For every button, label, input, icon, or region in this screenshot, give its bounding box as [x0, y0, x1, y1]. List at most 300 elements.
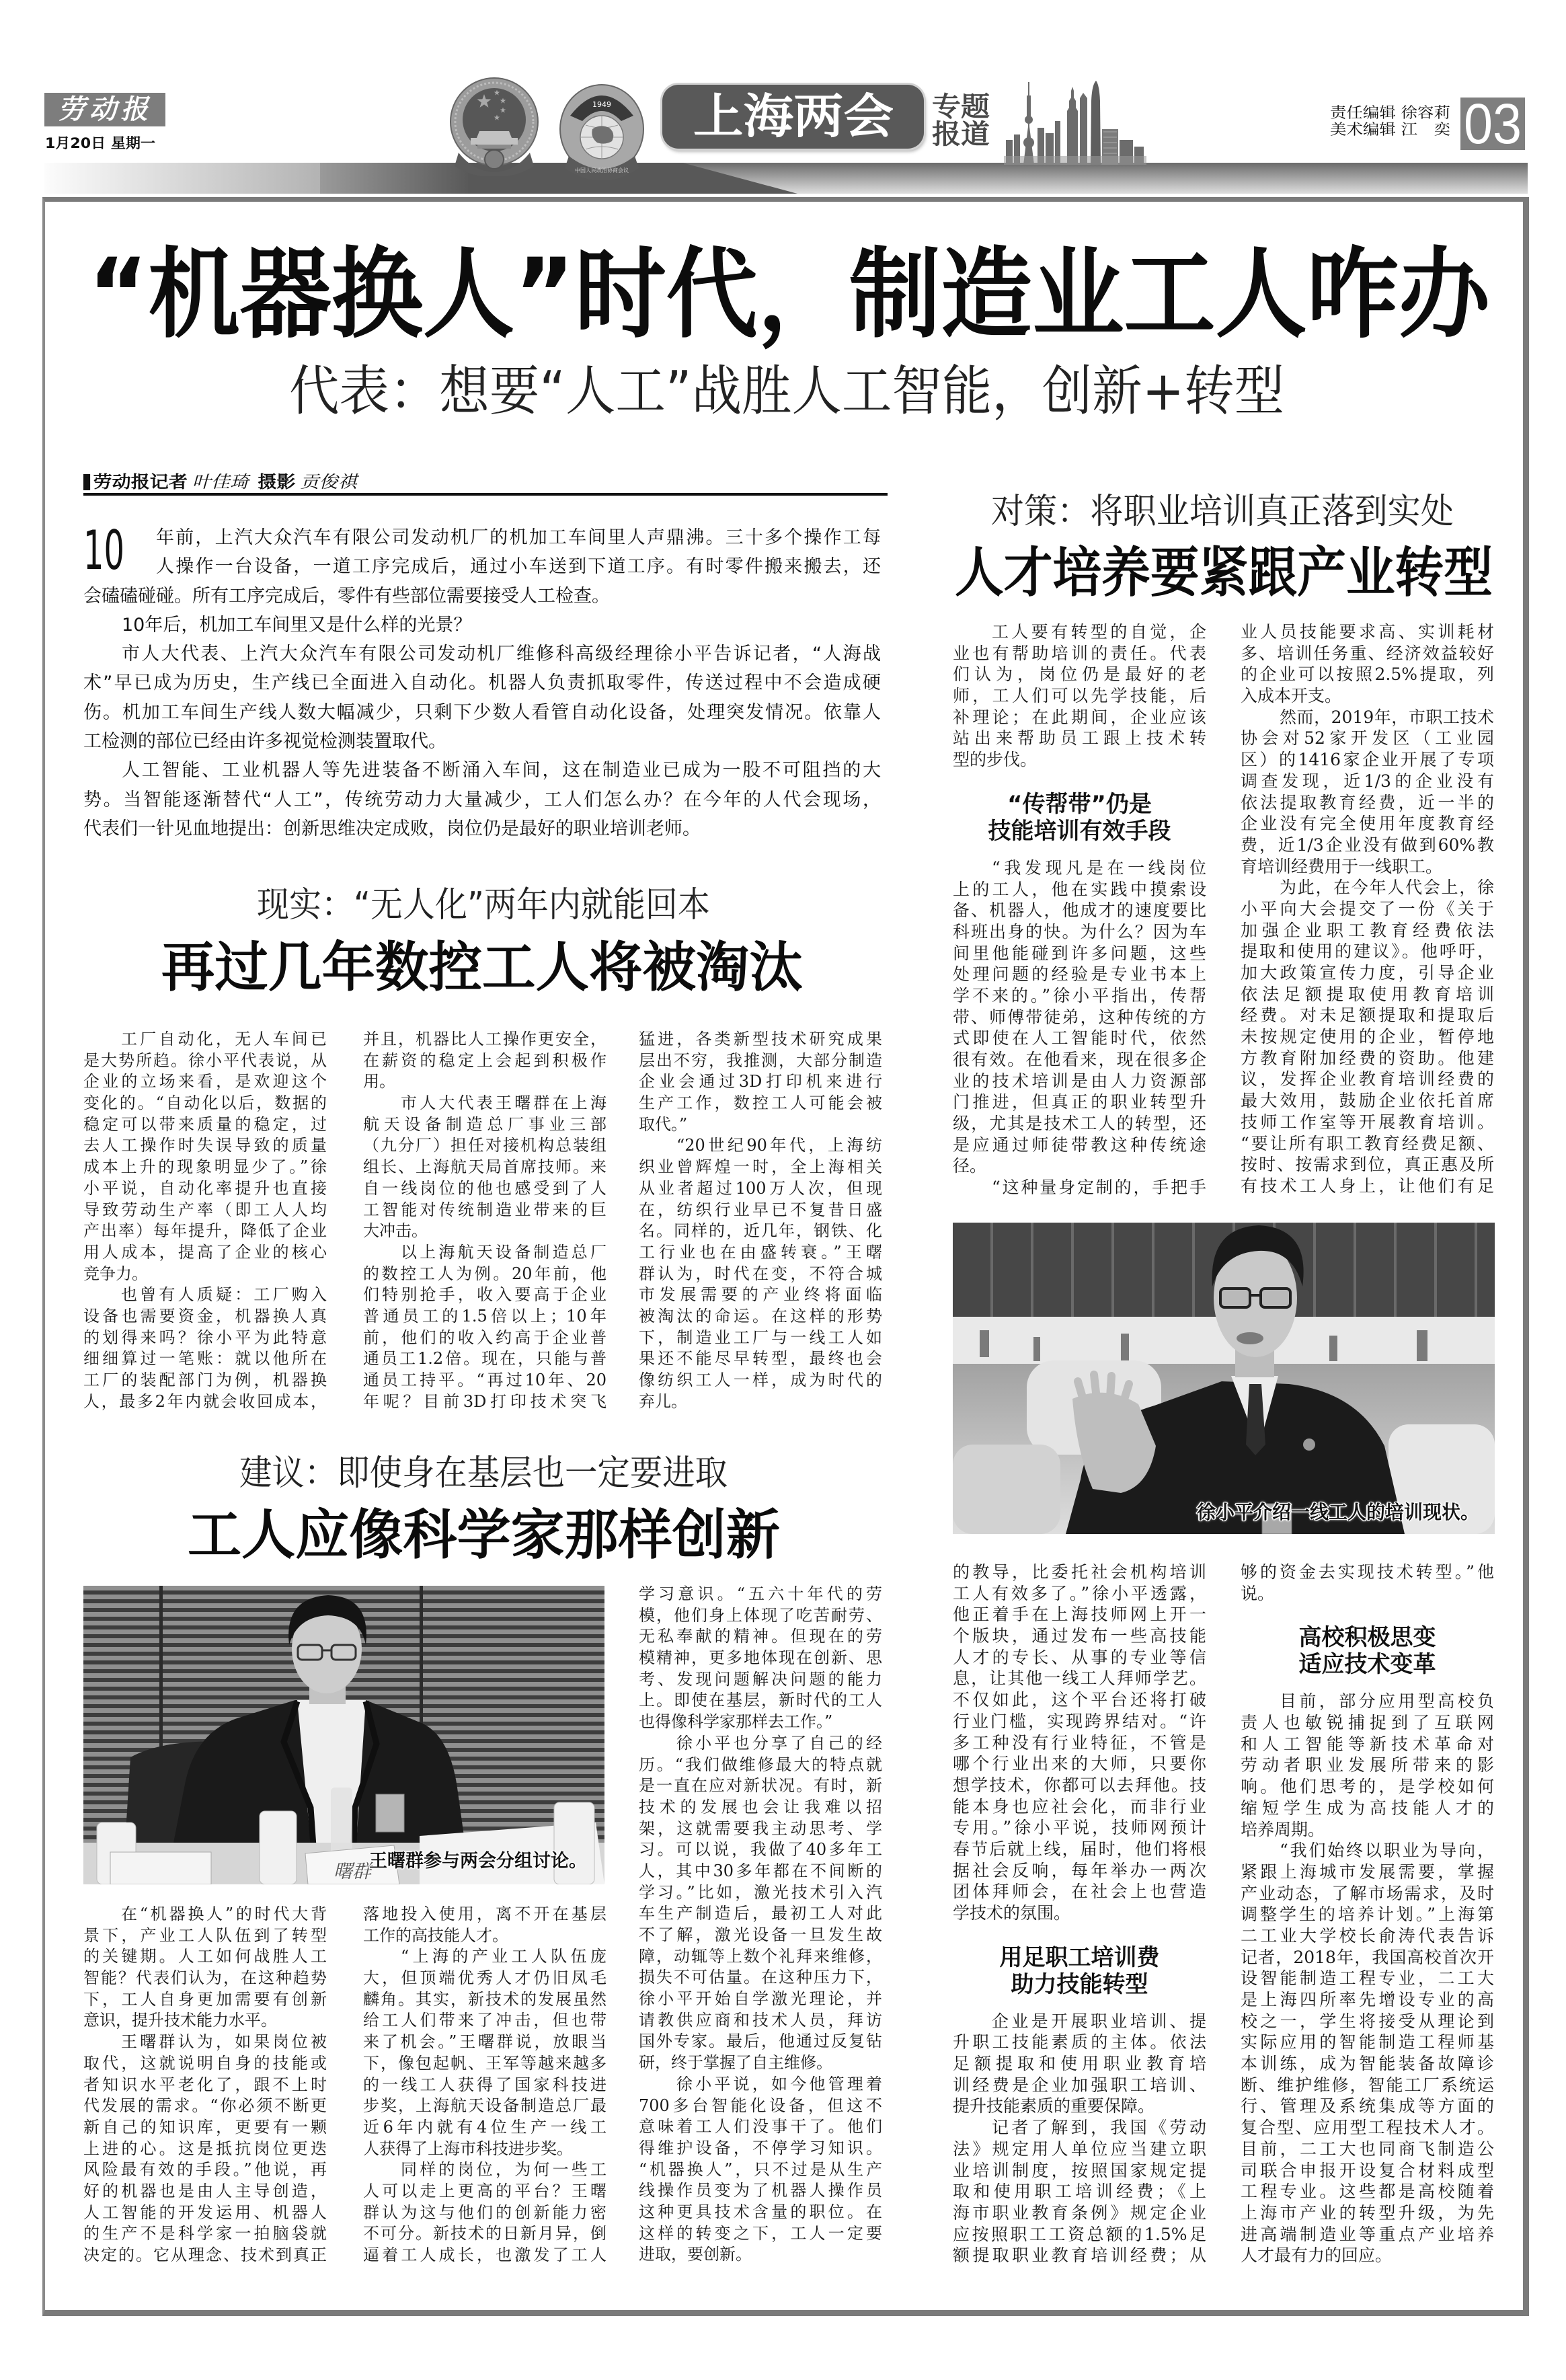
text-line: 提升技能素质的重要保障。 [953, 2096, 1155, 2116]
byline-marker [83, 474, 90, 490]
text-line: 级，尤其是技术工人的转型，还 [953, 1114, 1206, 1134]
text-line: 企业的立场来看，是欢迎这个 [83, 1072, 327, 1091]
text-line: 费，近1/3企业没有做到60%教 [1241, 835, 1494, 855]
text-line: 前，他们的收入约高于企业普 [363, 1328, 606, 1347]
text-line: 调整学生的培养计划。”上海第 [1241, 1905, 1494, 1925]
paragraph [363, 1029, 606, 1093]
text-line: 导致劳动生产率（即工人人均 [83, 1200, 327, 1219]
text-line: 设备也需要资金，机器换人真 [83, 1306, 327, 1326]
text-line: 进取，要创新。 [639, 2245, 752, 2264]
text-line: 带、师傅带徒弟，这种传统的方 [953, 1007, 1206, 1027]
text-line: 加强企业职工教育经费依法 [1241, 920, 1494, 940]
text-line: 稳定可以带来质量的稳定，过 [83, 1114, 327, 1134]
subheading-line: 高校积极思变 [1298, 1624, 1436, 1652]
paragraph [639, 1135, 882, 1412]
photo-wang-image [83, 1586, 604, 1884]
banner-title [693, 85, 894, 149]
text-line: 伤。机加工车间生产线人数大幅减少，只剩下少数人看管自动化设备，处理突发情况。依靠人 [83, 701, 881, 723]
countermeasure-column-a-bottom [953, 1562, 1206, 2266]
text-line: 在薪资的稳定上会起到积极作 [363, 1050, 606, 1070]
text-line: 们认为，岗位仍是最好的老 [953, 664, 1206, 685]
logo-text-inner: 劳动报 [58, 93, 153, 125]
main-subheadline-text: 代表：想要“人工”战胜人工智能，创新+转型 [289, 360, 1285, 422]
paragraph [83, 1029, 327, 1284]
text-line: 历。“我们做维修最大的特点就 [639, 1755, 882, 1774]
text-line: 记者，2018年，我国高校首次开 [1241, 1947, 1494, 1967]
text-line: 按时、按需求到位，真正惠及所 [1241, 1155, 1494, 1175]
text-line: 加大政策宣传力度，引导企业 [1241, 963, 1494, 983]
text-line: 站出来帮助员工跟上技术转 [953, 728, 1206, 748]
text-line: 新自己的知识库，更要有一颗 [83, 2117, 327, 2137]
text-line: 模，他们身上体现了吃苦耐劳、 [639, 1605, 882, 1625]
text-line: 应按照职工工资总额的1.5%足 [953, 2224, 1206, 2244]
countermeasure-column-a-top [953, 621, 1206, 1198]
text-line: 来了机会。”王曙群说，放眼当 [363, 2032, 606, 2052]
text-line: 国外专家。最后，他通过反复钻 [639, 2032, 882, 2051]
text-line: 育培训经费用于一线职工。 [1241, 856, 1443, 876]
paragraph [1241, 877, 1494, 1196]
text-line: 目前，部分应用型高校负 [1280, 1691, 1494, 1712]
text-line: 未按规定使用的企业，暂停地 [1241, 1027, 1494, 1047]
text-line: 得维护设备，不停学习知识。 [639, 2138, 882, 2157]
text-line: 学技术的氛围。 [953, 1903, 1071, 1923]
text-line: 竞争力。 [83, 1264, 148, 1283]
text-line: 响。他们思考的，是学校如何 [1241, 1777, 1494, 1797]
paragraph [363, 2159, 606, 2266]
subheading-line: 助力技能转型 [1011, 1970, 1148, 1998]
paragraph [953, 2117, 1206, 2266]
section-title-text: 人才培养要紧跟产业转型 [955, 541, 1493, 604]
text-line: 人才最有力的回应。 [1241, 2245, 1393, 2266]
text-line: 无私奉献的精神。但现在的劳 [639, 1627, 882, 1646]
text-line: 学习。”比如，激光技术引入汽 [639, 1882, 882, 1902]
text-line: 企业是开展职业培训、提 [992, 2011, 1206, 2031]
paragraph [1241, 707, 1494, 878]
text-line: 想学技术，你都可以去拜他。技 [953, 1775, 1206, 1795]
photo-xu-image [953, 1223, 1495, 1534]
subheading [1241, 1624, 1494, 1678]
special-report-line [932, 93, 990, 121]
photo-caption: 王曙群参与两会分组讨论。 [369, 1851, 587, 1872]
text-line: 航天设备制造总厂事业三部 [363, 1114, 606, 1134]
text-line: 名。同样的，近几年，钢铁、化 [639, 1221, 882, 1241]
cppcc-ribbon-text: 中国人民政治协商会议 [575, 167, 629, 174]
text-line: 工智能对传统制造业带来的巨 [363, 1200, 606, 1219]
text-line: 工人要有转型的自觉，企 [992, 622, 1206, 642]
text-line: 据社会反响，每年举办一两次 [953, 1860, 1206, 1880]
text-line: 并且，机器比人工操作更安全， [363, 1030, 606, 1048]
text-line: 像纺织工人一样，成为时代的 [639, 1371, 882, 1389]
text-line: 市人大代表王曙群在上海 [401, 1093, 606, 1113]
text-line: 依法提取教育经费，近一半的 [1241, 792, 1494, 812]
text-line: 群认为这与他们的创新能力密 [363, 2202, 606, 2222]
text-line: 自一线岗位的他也感受到了人 [363, 1178, 606, 1198]
paragraph [639, 1029, 882, 1135]
text-line: 给工人们带来了冲击，但也带 [363, 2011, 606, 2030]
text-line: 这种更具技术含量的职位。在 [639, 2202, 882, 2221]
special-report-line [932, 121, 990, 149]
lianghui-banner [662, 85, 924, 149]
text-line: 也得像科学家那样去工作。” [639, 1712, 833, 1732]
text-line: 步奖，上海航天设备制造总厂最 [363, 2096, 606, 2116]
text-line: 逼着工人成长，也激发了工人 [363, 2245, 606, 2264]
suggestion-column-3 [639, 1584, 882, 2266]
text-line: 科班出身的快。为什么？因为车 [953, 921, 1206, 942]
header-band-right [679, 163, 1528, 194]
page-number-text: 03 [1464, 92, 1522, 155]
text-line: 议，发挥企业教育培训经费的 [1241, 1069, 1494, 1089]
suggestion-column-2 [363, 1904, 606, 2266]
text-line: 大冲击。 [363, 1221, 428, 1241]
text-line: 群认为，时代在变，不符合城 [639, 1264, 882, 1283]
text-line: 大，但顶端优秀人才仍旧凤毛 [363, 1968, 606, 1988]
shanghai-skyline-icon [1004, 81, 1146, 165]
text-line: 间里他能碰到许多问题，这些 [953, 943, 1206, 963]
text-line: 调查发现，近1/3的企业没有 [1241, 771, 1494, 791]
paragraph [83, 519, 881, 611]
section-title-text: 工人应像科学家那样创新 [188, 1504, 780, 1566]
text-line: 个版块，通过发布一些高技能 [953, 1626, 1206, 1646]
text-line: 处理问题的经验是专业书本上 [953, 964, 1206, 985]
text-line: 人，最多2年内就会收回成本， [83, 1391, 327, 1411]
text-line: 同样的岗位，为何一些工 [401, 2160, 606, 2180]
text-line: 们特别抢手，收入要高于企业 [363, 1285, 606, 1305]
text-line: 业的技术培训是由人力资源部 [953, 1071, 1206, 1091]
text-line: 10年后，机加工车间里又是什么样的光景？ [122, 614, 472, 636]
text-line: 能本身也应社会化，而非行业 [953, 1796, 1206, 1816]
text-line: “要让所有职工教育经费足额、 [1241, 1133, 1494, 1153]
text-line: 上的工人，他在实践中摸索设 [953, 879, 1206, 899]
text-line: 王曙群认为，如果岗位被 [121, 2032, 327, 2052]
text-line: 这样的转变之下，工人一定要 [639, 2223, 882, 2243]
paragraph [953, 1562, 1206, 1924]
text-line: 人获得了上海市科技进步奖。 [363, 2139, 573, 2158]
text-line: 培养周期。 [1241, 1819, 1325, 1839]
text-line: 工人有效多了。”徐小平透露， [953, 1583, 1206, 1603]
text-line: 春节后就上线，届时，他们将根 [953, 1839, 1206, 1859]
text-line: 市人大代表、上汽大众汽车有限公司发动机厂维修科高级经理徐小平告诉记者，“人海战 [122, 644, 881, 665]
text-line: 市发展需要的产业终将面临 [639, 1285, 882, 1305]
section-kicker-text: 现实：“无人化”两年内就能回本 [257, 885, 710, 925]
newspaper-logo [44, 93, 165, 126]
swfc-tower [1080, 93, 1087, 165]
text-line: 备、机器人，他成才的速度要比 [953, 900, 1206, 921]
paragraph [953, 2011, 1206, 2117]
text-line: “我们始终以职业为导向， [1280, 1841, 1494, 1861]
text-line: 业人员技能要求高、实训耗材 [1241, 622, 1494, 642]
text-line: 用。 [363, 1072, 395, 1091]
special-report-text: 专题 [932, 91, 990, 122]
text-line: 复合型、应用型工程技术人才。 [1241, 2118, 1494, 2138]
text-line: 被淘汰的命运。在这样的形势 [639, 1306, 882, 1326]
text-line: 的关键期。人工如何战胜人工 [83, 1947, 327, 1966]
subheading-line: “传帮带”仍是 [1007, 790, 1152, 818]
text-line: 模精神，更多地体现在创新、思 [639, 1648, 882, 1668]
text-line: 记者了解到，我国《劳动 [992, 2118, 1206, 2138]
lapel-pin [1303, 1438, 1315, 1451]
text-line: 意味着工人们没事干了。他们 [639, 2117, 882, 2137]
text-line: 司联合申报开设复合材料成型 [1241, 2160, 1494, 2180]
text-line: 协会对52家开发区（工业园 [1241, 728, 1494, 748]
text-line: 小平向大会提交了一份《关于 [1241, 898, 1494, 919]
paragraph [363, 1093, 606, 1242]
text-line: 生产工作，数控工人可能会被 [639, 1093, 882, 1113]
section-kicker-countermeasure [991, 493, 1454, 531]
reality-column-1 [83, 1029, 327, 1412]
paragraph [639, 1733, 882, 2074]
text-line: 实际应用的智能制造工程师基 [1241, 2032, 1494, 2052]
text-line: 息，让其他一线工人拜师学艺。 [953, 1668, 1206, 1689]
text-line: 工厂自动化，无人车间已 [121, 1030, 327, 1048]
text-line: 景下，产业工人队伍到了转型 [83, 1925, 327, 1945]
text-line: 业也有帮助培训的责任。代表 [953, 643, 1206, 663]
section-title-text: 再过几年数控工人将被淘汰 [161, 936, 804, 999]
text-line: 学习意识。“五六十年代的劳 [639, 1584, 882, 1603]
text-line: 小平说，自动化率提升也直接 [83, 1178, 327, 1198]
text-line: “20世纪90年代，上海纺 [676, 1136, 882, 1155]
text-line: 产业动态，了解市场需求，及时 [1241, 1883, 1494, 1903]
text-line: 经费。对未足额提取和提取后 [1241, 1005, 1494, 1026]
text-line: 企业会通过3D打印机来进行 [639, 1072, 882, 1091]
text-line: 上。即使在基层，新时代的工人 [639, 1691, 882, 1710]
text-line: 行业门槛，实现跨界结对。“许 [953, 1711, 1206, 1731]
text-line: 猛进，各类新型技术研究成果 [639, 1030, 882, 1048]
text-line: 损失不可估量。在这种压力下， [639, 1968, 882, 1987]
text-line: “这种量身定制的，手把手 [992, 1178, 1206, 1198]
emblem-base [477, 145, 511, 149]
text-line: 下，制造业工厂与一线工人如 [639, 1328, 882, 1347]
mouth [1237, 1332, 1263, 1344]
text-line: 徐小平也分享了自己的经 [676, 1733, 882, 1753]
text-line: 说。 [1241, 1583, 1275, 1603]
paragraph [1241, 1562, 1494, 1604]
chief-editor-credit [1330, 105, 1450, 122]
paragraph [1241, 1840, 1494, 2266]
text-line: 断、维护维修，智能工厂系统运 [1241, 2075, 1494, 2095]
text-line: 劳动者职业发展所带来的影 [1241, 1755, 1494, 1775]
text-line: 果还不能尽早转型，最终也会 [639, 1349, 882, 1369]
text-line: 目前，二工大也同商飞制造公 [1241, 2139, 1494, 2159]
text-line: （九分厂）担任对接机构总装组 [363, 1136, 606, 1155]
text-line: 额提取职业教育培训经费；从 [953, 2245, 1206, 2266]
text-line: 工检测的部位已经由许多视觉检测装置取代。 [83, 731, 446, 753]
text-line: 术”早已成为历史，生产线已全面进入自动化。机器人负责抓取零件，传送过程中不会造成硬 [83, 673, 881, 694]
countermeasure-column-b-top [1241, 621, 1494, 1197]
section-kicker-text: 对策：将职业培训真正落到实处 [991, 492, 1454, 532]
text-line: 然而，2019年，市职工技术 [1280, 707, 1494, 727]
text-line: 落地投入使用，离不开在基层 [363, 1905, 606, 1923]
text-line: 企业没有完全使用年度教育经 [1241, 814, 1494, 834]
text-line: 式即使在人工智能时代，依然 [953, 1028, 1206, 1048]
text-line: 技师工作室等开展教育培训。 [1241, 1112, 1494, 1132]
issue-date [45, 135, 155, 151]
text-line: 通员工持平。“再过10年、20 [363, 1371, 606, 1389]
text-line: 人可以走上更高的平台？王曙 [363, 2181, 606, 2200]
chief-editor-text: 责任编辑 徐容莉 [1330, 105, 1450, 122]
art-editor-text: 美术编辑 江 奕 [1330, 122, 1450, 139]
text-line: 设智能制造工程专业，二工大 [1241, 1968, 1494, 1989]
text-line: 也曾有人质疑：工厂购入 [121, 1285, 327, 1305]
text-line: 工行业也在由盛转衰。”王曙 [639, 1242, 882, 1262]
text-line: 代发展的需求。“你必须不断更 [83, 2096, 327, 2116]
byline-rule [83, 493, 888, 496]
text-line: 习。可以说，我做了40多年工 [639, 1840, 882, 1859]
text-line: 去人工操作时失误导致的质量 [83, 1136, 327, 1155]
text-line: 取和使用职工培训经费；《上 [953, 2182, 1206, 2202]
countermeasure-column-b-bottom [1241, 1562, 1494, 2266]
text-line: 障，动辄等上数个礼拜来维修， [639, 1946, 882, 1966]
text-line: 决定的。它从理念、技术到真正 [83, 2245, 327, 2264]
delegate-badge [376, 1794, 404, 1832]
text-line: 取代。” [639, 1114, 688, 1134]
text-line: 织业曾辉煌一时，全上海相关 [639, 1157, 882, 1177]
skyline-buildings [1006, 81, 1144, 165]
text-line: 在“机器换人”的时代大背 [121, 1905, 327, 1923]
paragraph [1241, 621, 1494, 707]
text-line: 700多台智能化设备，但这不 [639, 2096, 882, 2115]
art-editor-credit [1330, 122, 1450, 139]
text-line: 多工种没有行业特征，不管是 [953, 1732, 1206, 1753]
text-line: 智能？代表们认为，在这种趋势 [83, 1968, 327, 1988]
text-line: 业培训制度，按照国家规定提 [953, 2160, 1206, 2180]
text-line: 紧跟上海城市发展需要，掌握 [1241, 1861, 1494, 1882]
text-line: 和人工智能等新技术革命对 [1241, 1734, 1494, 1754]
text-line: 人才的专长、从事的专业等信 [953, 1647, 1206, 1667]
text-line: 近6年内就有4位生产一线工 [363, 2117, 606, 2137]
text-line: 徐小平开始自学激光理论，并 [639, 1989, 882, 2009]
nameplate-left [110, 1852, 211, 1884]
paragraph [83, 2032, 327, 2266]
paragraph [639, 1584, 882, 1733]
text-line: 海市职业教育条例》规定企业 [953, 2202, 1206, 2223]
text-line: 技术的发展也会让我难以招 [639, 1797, 882, 1816]
subheading-line: 技能培训有效手段 [988, 817, 1171, 845]
subheading [953, 1944, 1206, 1998]
paragraph [953, 621, 1206, 771]
text-line: 以上海航天设备制造总厂 [401, 1242, 606, 1262]
text-line: 多、培训任务重、经济效益较好 [1241, 643, 1494, 663]
text-line: 方教育附加经费的资助。他建 [1241, 1048, 1494, 1068]
paragraph [83, 611, 881, 640]
sofa [953, 1445, 1060, 1534]
lead-dropcap-text: 10 [83, 519, 124, 582]
text-line: 势。当智能逐渐替代“人工”，传统劳动力大量减少，工人们怎么办？在今年的人代会现场， [83, 789, 881, 810]
text-line: 产出率）每年提升，降低了企业 [83, 1221, 327, 1241]
text-line: 年呢？目前3D打印技术突飞 [363, 1391, 606, 1411]
page-number-box [1460, 92, 1525, 155]
text-line: 区）的1416家企业开展了专项 [1241, 750, 1494, 770]
paragraph [83, 1904, 327, 2032]
text-line: 门推进，但真正的职业转型升 [953, 1092, 1206, 1112]
text-line: “上海的产业工人队伍庞 [401, 1947, 606, 1966]
text-line: 型的步伐。 [953, 750, 1038, 770]
text-line: 法》规定用人单位应当建立职 [953, 2139, 1206, 2159]
photo-xu-xiaoping [953, 1223, 1495, 1534]
text-line: “我发现凡是在一线岗位 [992, 857, 1206, 878]
reality-column-3 [639, 1029, 882, 1412]
text-line: 的企业可以按照2.5%提取，列 [1241, 664, 1494, 685]
text-line: 是大势所趋。徐小平代表说，从 [83, 1050, 327, 1070]
paragraph [953, 1177, 1206, 1198]
text-line: 的划得来吗？徐小平为此特意 [83, 1328, 327, 1347]
text-line: “机器换人”，只不过是从生产 [639, 2159, 882, 2179]
text-line: 意识，提升技术能力水平。 [83, 2011, 277, 2030]
text-line: 风险最有效的手段。”他说，再 [83, 2160, 327, 2180]
text-line: 师，工人们可以先学技能，后 [953, 686, 1206, 706]
text-line: 补理论；在此期间，企业应该 [953, 707, 1206, 727]
text-line: 研，终于掌握了自主维修。 [639, 2053, 832, 2073]
subheading-line: 用足职工培训费 [999, 1944, 1160, 1971]
text-line: 二工业大学校长俞涛代表告诉 [1241, 1925, 1494, 1946]
header-band-fade [44, 163, 320, 194]
special-report-text: 报道 [932, 119, 990, 150]
text-line: 学不来的。”徐小平指出，传帮 [953, 985, 1206, 1005]
text-line: 麟角。其实，新技术的发展虽然 [363, 1989, 606, 2009]
text-line: 不可分。新技术的日新月异，倒 [363, 2224, 606, 2243]
byline-inner [83, 473, 366, 492]
photographer-label: 摄影 [258, 472, 296, 492]
glasses-lens [1220, 1289, 1250, 1307]
reality-column-2 [363, 1029, 606, 1412]
section-title-reality [161, 936, 804, 999]
text-line: 缩短学生成为高技能人才的 [1241, 1798, 1494, 1818]
paragraph [953, 857, 1206, 1177]
text-line: 上海市产业的转型升级，为先 [1241, 2202, 1494, 2223]
shanghai-tower [1091, 81, 1101, 165]
text-line: 变化的。“自动化以后，数据的 [83, 1093, 327, 1113]
nameplate-text: 曙群 [334, 1860, 372, 1882]
main-subheadline [289, 360, 1285, 422]
text-line: 是应通过师徒带教这种传统途 [953, 1135, 1206, 1155]
text-line: 取代，这就说明自身的技能或 [83, 2053, 327, 2073]
text-line: 有技术工人身上，让他们有足 [1241, 1176, 1494, 1196]
main-headline-text: “机器换人”时代，制造业工人咋办 [88, 237, 1490, 352]
text-line: 责人也敏锐捕捉到了互联网 [1241, 1713, 1494, 1733]
subheading [953, 791, 1206, 845]
section-kicker-suggestion [239, 1455, 728, 1492]
paragraph [363, 1242, 606, 1413]
text-line: 的数控工人为例。20年前，他 [363, 1264, 606, 1283]
byline [83, 473, 366, 492]
text-line: 团体拜师会，在社会上也营造 [953, 1882, 1206, 1902]
text-line: 下，工人自身更加需要有创新 [83, 1989, 327, 2009]
text-line: 从业者超过100万人次，但现 [639, 1178, 882, 1198]
paragraph [83, 1284, 327, 1412]
photographer-name: 贡俊祺 [300, 472, 357, 492]
text-line: 弃儿。 [639, 1391, 687, 1411]
section-title-countermeasure [955, 541, 1493, 604]
paragraph [1241, 1691, 1494, 1840]
main-headline [88, 237, 1490, 352]
emblem-gear [485, 150, 504, 169]
banner-title-text: 上海两会 [693, 89, 894, 144]
text-line: 考、发现问题解决问题的能力 [639, 1669, 882, 1689]
text-line: 上进的心。这是抵抗岗位更迭 [83, 2139, 327, 2158]
text-line: 校之一，学生将接受从理论到 [1241, 2011, 1494, 2031]
suggestion-column-1 [83, 1904, 327, 2266]
text-line: 车生产制造后，最初工人对此 [639, 1904, 882, 1923]
paragraph [83, 640, 881, 756]
text-line: 下，像包起帆、王军等越来越多 [363, 2053, 606, 2073]
text-line: 用人成本，提高了企业的核心 [83, 1242, 327, 1262]
text-line: 是上海四所率先增设专业的高 [1241, 1990, 1494, 2009]
text-line: 提取和使用的建议》。他呼吁， [1241, 942, 1494, 962]
logo-text [58, 93, 152, 126]
tea-cup [260, 1811, 297, 1884]
subheading-line: 适应技术变革 [1298, 1651, 1436, 1679]
text-line: 人工智能的开发运用、机器人 [83, 2202, 327, 2222]
photo-wang-shuqun [83, 1586, 604, 1884]
